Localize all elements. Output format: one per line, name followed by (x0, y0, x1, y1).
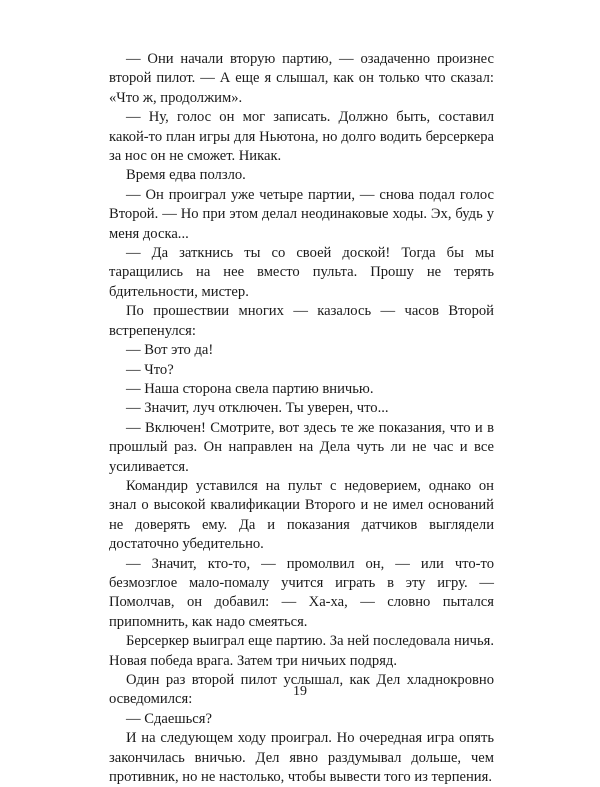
paragraph: — Что? (126, 361, 174, 378)
paragraph: — Наша сторона свела партию вничью. (126, 380, 374, 397)
paragraph: — Значит, кто-то, — промолвил он, — или что-то безмозглое мало-помалу учится играть в эту игру. — Помолчав, он добавил: — Ха-ха, — словно пытался припомнить, как надо смеяться. (109, 555, 494, 630)
paragraph: — Значит, луч отключен. Ты уверен, что... (126, 400, 389, 417)
paragraph: — Они начали вторую партию, — озадаченно произнес второй пилот. — А еще я слышал, как он только что сказал: «Что ж, продолжим». (109, 51, 494, 106)
paragraph: — Сдаешься? (126, 710, 212, 727)
paragraph: — Ну, голос он мог записать. Должно быть, составил какой-то план игры для Ньютона, но долго водить берсеркера за нос он не сможет. Никак. (109, 109, 494, 165)
paragraph: — Да заткнись ты со своей доской! Тогда бы мы таращились на нее вместо пульта. Прошу не терять бдительности, мистер. (109, 245, 494, 300)
paragraph: Один раз второй пилот услышал, как Дел хладнокровно осведомился: (109, 672, 494, 708)
body-text (109, 50, 494, 787)
paragraph: — Вот это да! (126, 342, 214, 359)
paragraph: Берсеркер выиграл еще партию. За ней последовала ничья. Новая победа врага. Затем три ничьих подряд. (109, 633, 494, 669)
paragraph: По прошествии многих — казалось — часов Второй встрепенулся: (109, 303, 494, 339)
paragraph: Время едва ползло. (126, 167, 246, 184)
paragraph: — Включен! Смотрите, вот здесь те же показания, что и в прошлый раз. Он направлен на Дела чуть ли не час и все усиливается. (109, 419, 494, 475)
paragraph: Командир уставился на пульт с недоверием, однако он знал о высокой квалификации Второго и не имел оснований не доверять ему. Да и показания датчиков выглядели достаточно убедительно. (109, 477, 494, 553)
paragraph: — Он проиграл уже четыре партии, — снова подал голос Второй. — Но при этом делал неодинаковые ходы. Эх, будь у меня доска... (109, 186, 494, 242)
paragraph: И на следующем ходу проиграл. Но очередная игра опять закончилась вничью. Дел явно раздумывал дольше, чем противник, но не настолько, чтобы вывести того из терпения. (109, 730, 494, 786)
page-number: 19 (293, 684, 307, 699)
